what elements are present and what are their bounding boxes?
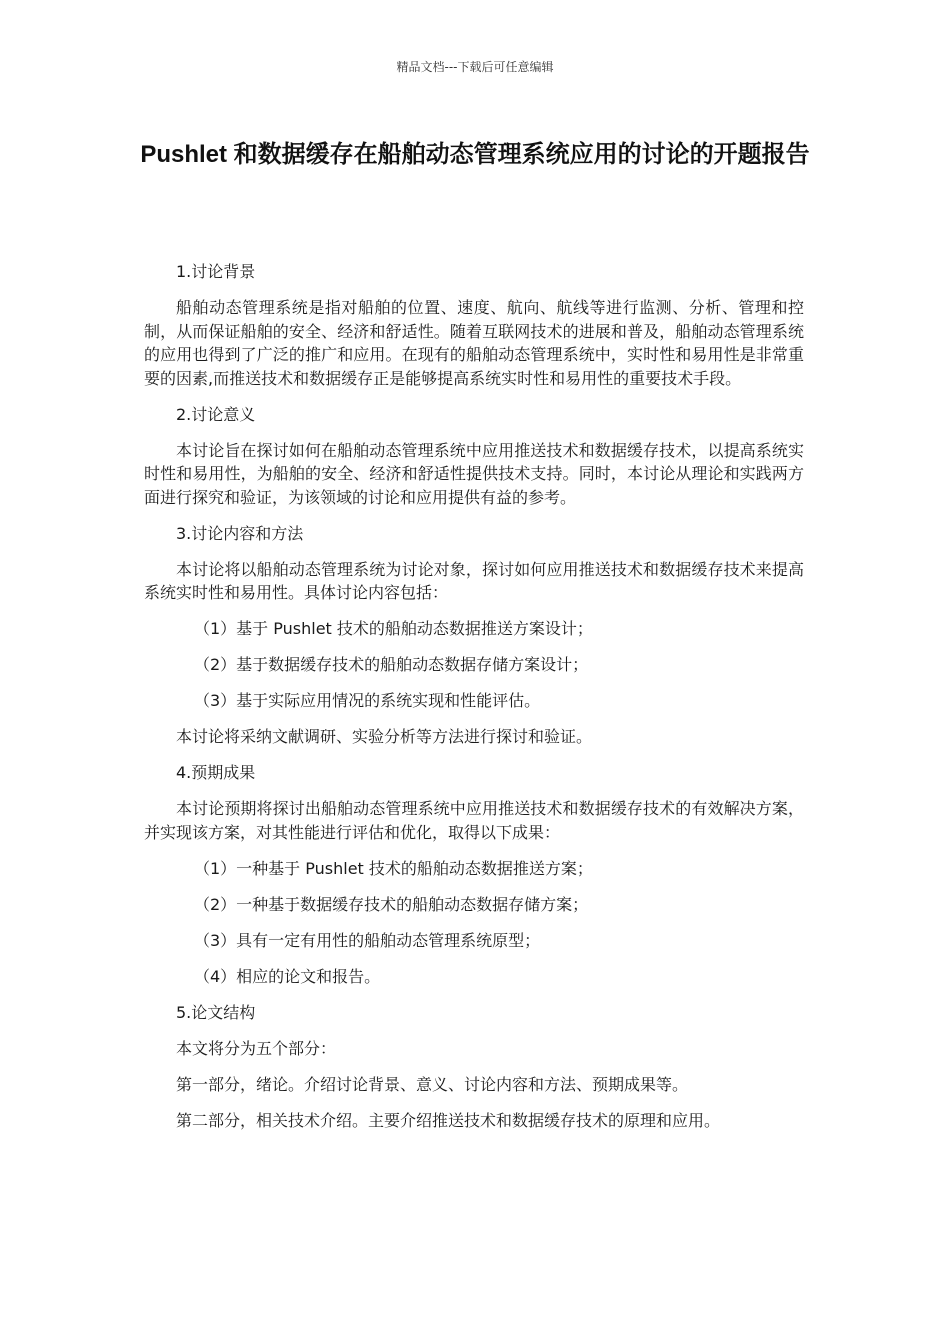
list-item: （2）一种基于数据缓存技术的船舶动态数据存储方案；	[194, 894, 589, 914]
list-item: （1）基于 Pushlet 技术的船舶动态数据推送方案设计；	[194, 619, 593, 638]
list-item: （1）一种基于 Pushlet 技术的船舶动态数据推送方案；	[194, 858, 593, 878]
section-heading-significance: 2.讨论意义	[176, 404, 256, 424]
document-title: Pushlet 和数据缓存在船舶动态管理系统应用的讨论的开题报告	[140, 141, 810, 168]
paragraph-structure-intro: 本文将分为五个部分：	[176, 1038, 337, 1058]
list-item: （4）相应的论文和报告。	[194, 966, 381, 986]
list-item: （3）基于实际应用情况的系统实现和性能评估。	[194, 691, 541, 710]
structure-part: 第二部分，相关技术介绍。主要介绍推送技术和数据缓存技术的原理和应用。	[176, 1110, 721, 1130]
paragraph-background: 船舶动态管理系统是指对船舶的位置、速度、航向、航线等进行监测、分析、管理和控制，从而保证船舶的安全、经济和舒适性。随着互联网技术的进展和普及，船舶动态管理系统的应用也得到了广泛的推广和应用。在现有的船舶动态管理系统中，实时性和易用性是非常重要的因素,而推送技术和数据缓存正是能够提高系统实时性和易用性的重要技术手段。	[144, 298, 804, 388]
document-body	[144, 260, 804, 1145]
paragraph-methods-closing: 本讨论将采纳文献调研、实验分析等方法进行探讨和验证。	[176, 727, 593, 746]
paragraph-outcomes: 本讨论预期将探讨出船舶动态管理系统中应用推送技术和数据缓存技术的有效解决方案，并实现该方案，对其性能进行评估和优化，取得以下成果：	[144, 799, 804, 842]
structure-part: 第一部分，绪论。介绍讨论背景、意义、讨论内容和方法、预期成果等。	[176, 1074, 689, 1094]
section-heading-structure: 5.论文结构	[176, 1002, 256, 1022]
section-heading-background: 1.讨论背景	[176, 262, 256, 281]
header-note: 精品文档---下载后可任意编辑	[396, 60, 554, 74]
section-heading-methods: 3.讨论内容和方法	[176, 523, 304, 543]
list-item: （2）基于数据缓存技术的船舶动态数据存储方案设计；	[194, 655, 589, 674]
paragraph-methods: 本讨论将以船舶动态管理系统为讨论对象，探讨如何应用推送技术和数据缓存技术来提高系统实时性和易用性。具体讨论内容包括：	[144, 559, 804, 602]
list-item: （3）具有一定有用性的船舶动态管理系统原型；	[194, 930, 541, 950]
section-heading-outcomes: 4.预期成果	[176, 763, 256, 782]
paragraph-significance: 本讨论旨在探讨如何在船舶动态管理系统中应用推送技术和数据缓存技术，以提高系统实时性和易用性，为船舶的安全、经济和舒适性提供技术支持。同时，本讨论从理论和实践两方面进行探究和验证，为该领域的讨论和应用提供有益的参考。	[144, 440, 804, 507]
